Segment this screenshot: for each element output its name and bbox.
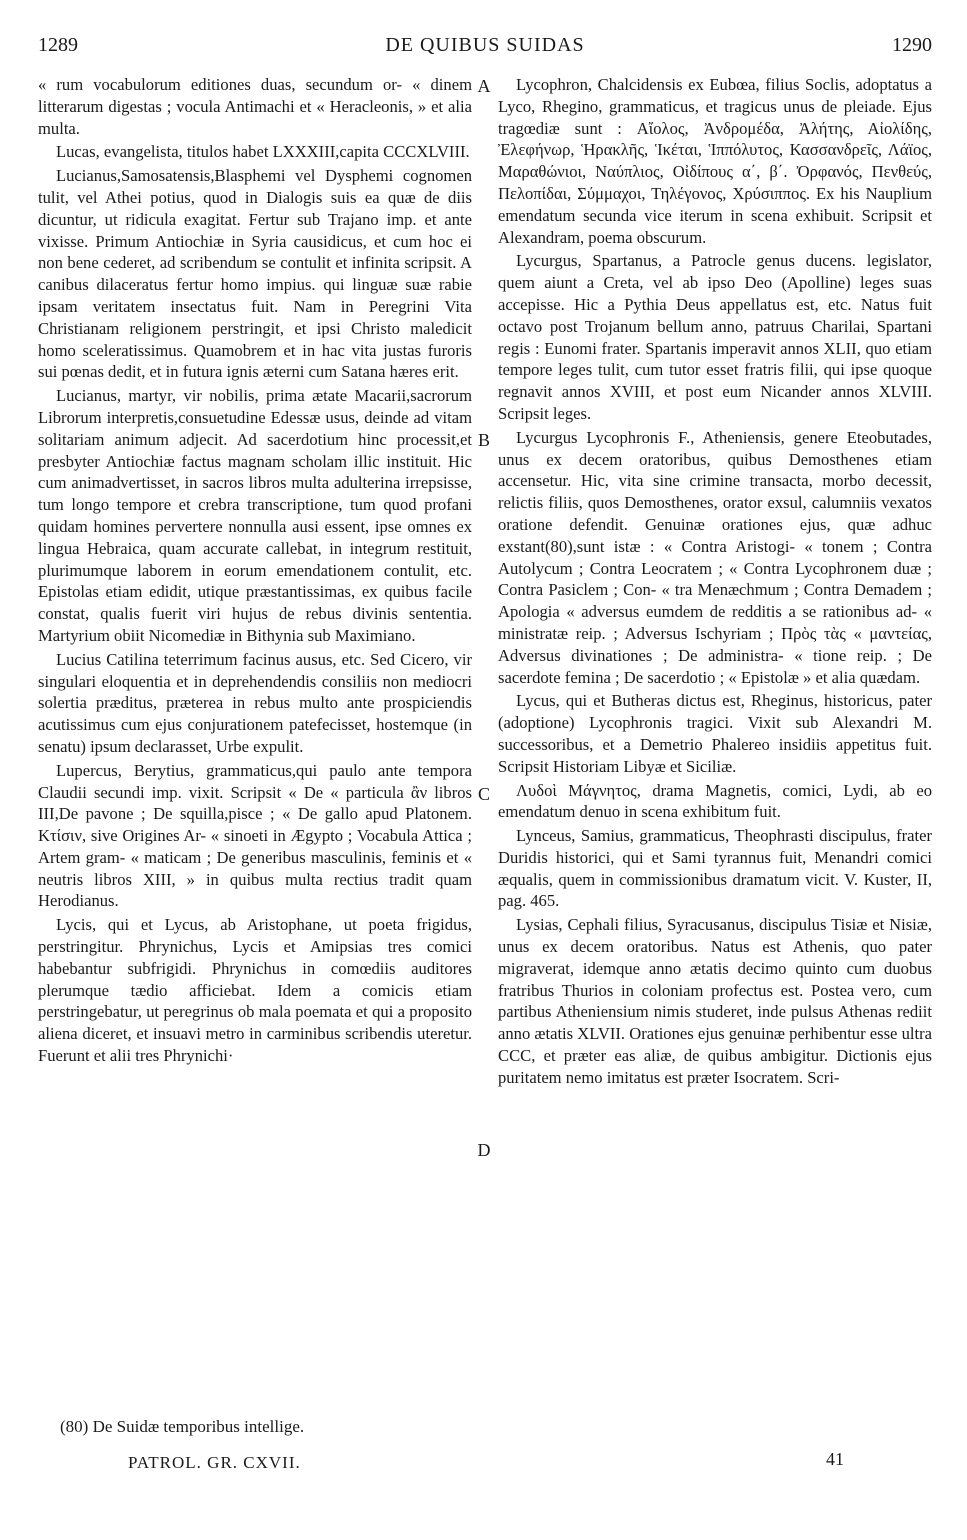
sheet-number: 41 — [826, 1449, 844, 1469]
section-marker-a: A — [477, 76, 491, 96]
paragraph: « rum vocabulorum editiones duas, secundum or- « dinem litterarum digestas ; vocula Antimachi et « Heracleonis, » et alia multa. — [38, 75, 472, 138]
paragraph: Lucas, evangelista, titulos habet LXXXIII,capita CCCXLVIII. — [56, 142, 470, 162]
section-marker-d: D — [477, 1140, 491, 1160]
paragraph: Lupercus, Berytius, grammaticus,qui paulo ante tempora Claudii secundi imp. vixit. Scripsit « De « particula ἂν libros III,De pavone ; De squilla,pisce ; « De gallo apud Platonem. Κτίσιν, sive Origines Ar- « sinoeti in Ægypto ; Vocabula Attica ; Artem gram- « maticam ; De generibus masculinis, feminis et « neutris libros XIII, » in quibus multa rectius tradit quam Herodianus. — [38, 760, 472, 911]
paragraph: Lycis, qui et Lycus, ab Aristophane, ut poeta frigidus, perstringitur. Phrynichus, Lycis et Amipsias tres comici habebantur subfrigidi. Phrynichus in comœdiis auditores plerumque tædio afficiebat. Idem a comicis etiam perstringebatur, ut peregrinus ob mala poemata et qui a proposito aliena diceret, et insuavi metro in carminibus scribendis uteretur. Fuerunt et alii tres Phrynichi· — [38, 915, 472, 1066]
footnote: (80) De Suidæ temporibus intellige. — [60, 1417, 305, 1436]
right-column — [498, 74, 932, 1091]
section-marker-b: B — [477, 430, 490, 450]
paragraph: Lycophron, Chalcidensis ex Eubœa, filius Soclis, adoptatus a Lyco, Rhegino, grammaticus, et tragicus unus de pleiade. Ejus tragœdiæ sunt : Αἴολος, Ἀνδρομέδα, Ἀλήτης, Αἰολίδης, Ἐλεφήνωρ, Ἡρακλῆς, Ἱκέται, Ἱππόλυτος, Κασσανδρεῖς, Λάϊος, Μαραθώνιοι, Ναύπλιος, Οἰδίπους α΄, β΄. Ὀρφανός, Πενθεύς, Πελοπίδαι, Σύμμαχοι, Τηλέγονος, Χρύσιππος. Ex his Nauplium emendatum secunda vice iterum in scena exhibuit. Scripsit et Alexandram, poema obscurum. — [498, 75, 932, 247]
paragraph: Lycurgus Lycophronis F., Atheniensis, genere Eteobutades, unus ex decem oratoribus, quibus Demosthenes etiam accensetur. Hic, vita sine crimine transacta, morbo decessit, relictis filiis, quos Demosthenes, orator exsul, calumniis vexatos oratione defendit. Genuinæ orationes ejus, quæ adhuc exstant(80),sunt istæ : « Contra Aristogi- « tonem ; Contra Autolycum ; Contra Leocratem ; « Contra Lycophronem duæ ; Contra Pasiclem ; Con- « tra Menæchmum ; Contra Demadem ; Apologia « adversus eumdem de redditis a se rationibus ad- « ministratæ reip. ; Adversus Ischyriam ; Πρὸς τὰς « μαντείας, Adversus divinationes ; De administra- « tione reip. ; De sacerdote femina ; De sacerdotio ; « Epistolæ » et alia quædam. — [498, 427, 932, 687]
section-marker-c: C — [477, 784, 490, 804]
left-column — [38, 74, 472, 1069]
signature-mark: PATROL. GR. CXVII. — [128, 1453, 301, 1472]
page-header — [38, 34, 932, 64]
paragraph: Lysias, Cephali filius, Syracusanus, discipulus Tisiæ et Nisiæ, unus ex decem oratoribus. Natus est Athenis, quo pater migraverat, idemque anno ætatis decimo quinto cum duobus fratribus Thurios in coloniam profectus est. Postea vero, cum partibus Atheniensium nimis studeret, inde pulsus Athenas rediit anno ætatis XLVII. Orationes ejus genuinæ perhibentur esse ultra CCC, et præter eas aliæ, de quibus ambigitur. Dictionis ejus puritatem nemo imitatus est præter Isocratem. Scri- — [498, 915, 932, 1087]
paragraph: Lucius Catilina teterrimum facinus ausus, etc. Sed Cicero, vir singulari eloquentia et in deprehendendis consiliis non mediocri solertia præditus, præterea in rebus multo ante prospiciendis acutissimus cum ejus conjurationem patefecisset, hostemque (in senatu) ipsum declarasset, Urbe expulit. — [38, 649, 472, 756]
paragraph: Lycus, qui et Butheras dictus est, Rheginus, historicus, pater (adoptione) Lycophronis tragici. Vixit sub Alexandri M. successoribus, et a Demetrio Phalereo insidiis appetitus fuit. Scripsit Historiam Libyæ et Siciliæ. — [498, 691, 932, 776]
paragraph: Lucianus,Samosatensis,Blasphemi vel Dysphemi cognomen tulit, vel Athei potius, quod in Dialogis suis ea quæ de diis dicuntur, ut ridicula exagitat. Fertur sub Trajano imp. et ante vixisse. Primum Antiochiæ in Syria causidicus, et cum hoc ei non bene cederet, ad scribendum se contulit et infinita scripsit. A canibus dilaceratus fertur homo impius. qui linguæ suæ rabie ipsam veritatem insectatus fuit. Nam in Peregrini Vita Christianam religionem perstringit, et ipsi Christo maledicit homo sceleratissimus. Quamobrem et in hac vita justas furoris sui pœnas dedit, et in futura ignis æterni cum Satana hæres erit. — [38, 166, 472, 382]
paragraph: Lycurgus, Spartanus, a Patrocle genus ducens. legislator, quem aiunt a Creta, vel ab ipso Deo (Apolline) leges suas accepisse. Hic a Pythia Deus appellatus est, etc. Natus fuit octavo post Trojanum bellum anno, patruus Charilai, Spartani regis : Eunomi frater. Spartanis imperavit annos XLII, quo etiam tempore leges tulit, cum tutor esset fratris filii, qui ipse quoque regnavit annos XVIII, et post eum Nicander annos XLVIII. Scripsit leges. — [498, 251, 932, 423]
paragraph: Lynceus, Samius, grammaticus, Theophrasti discipulus, frater Duridis historici, qui et Sami tyrannus fuit, Menandri comici æqualis, quem in commissionibus dramatum vicit. V. Kuster, II, pag. 465. — [498, 826, 932, 911]
paragraph: Lucianus, martyr, vir nobilis, prima ætate Macarii,sacrorum Librorum interpretis,consuetudine Edessæ usus, deinde ad vitam solitariam animum adjecit. Ad sacerdotium hinc processit,et presbyter Antiochiæ factus magnam scholam illic instituit. Hic cum animadvertisset, in sacros libros multa adulterina irrepsisse, tum longo tempore et crebra transcriptione, tum quod profani quidam homines pervertere nonnulla ausi essent, ipse omnes ex lingua Hebraica, quam accurate callebat, in integrum restituit, plurimumque laborem in eorum emendationem contulit, etc. Epistolas etiam edidit, utique præstantissimas, ex quibus facile constat, qualis fuerit viri hujus de rebus divinis sententia. Martyrium obiit Nicomediæ in Bithynia sub Maximiano. — [38, 386, 472, 645]
left-page-number: 1289 — [38, 34, 78, 56]
running-title: DE QUIBUS SUIDAS — [385, 34, 585, 56]
right-page-number: 1290 — [892, 34, 932, 56]
paragraph: Λυδοὶ Μάγνητος, drama Magnetis, comici, Lydi, ab eo emendatum denuo in scena exhibitum fuit. — [498, 780, 932, 822]
